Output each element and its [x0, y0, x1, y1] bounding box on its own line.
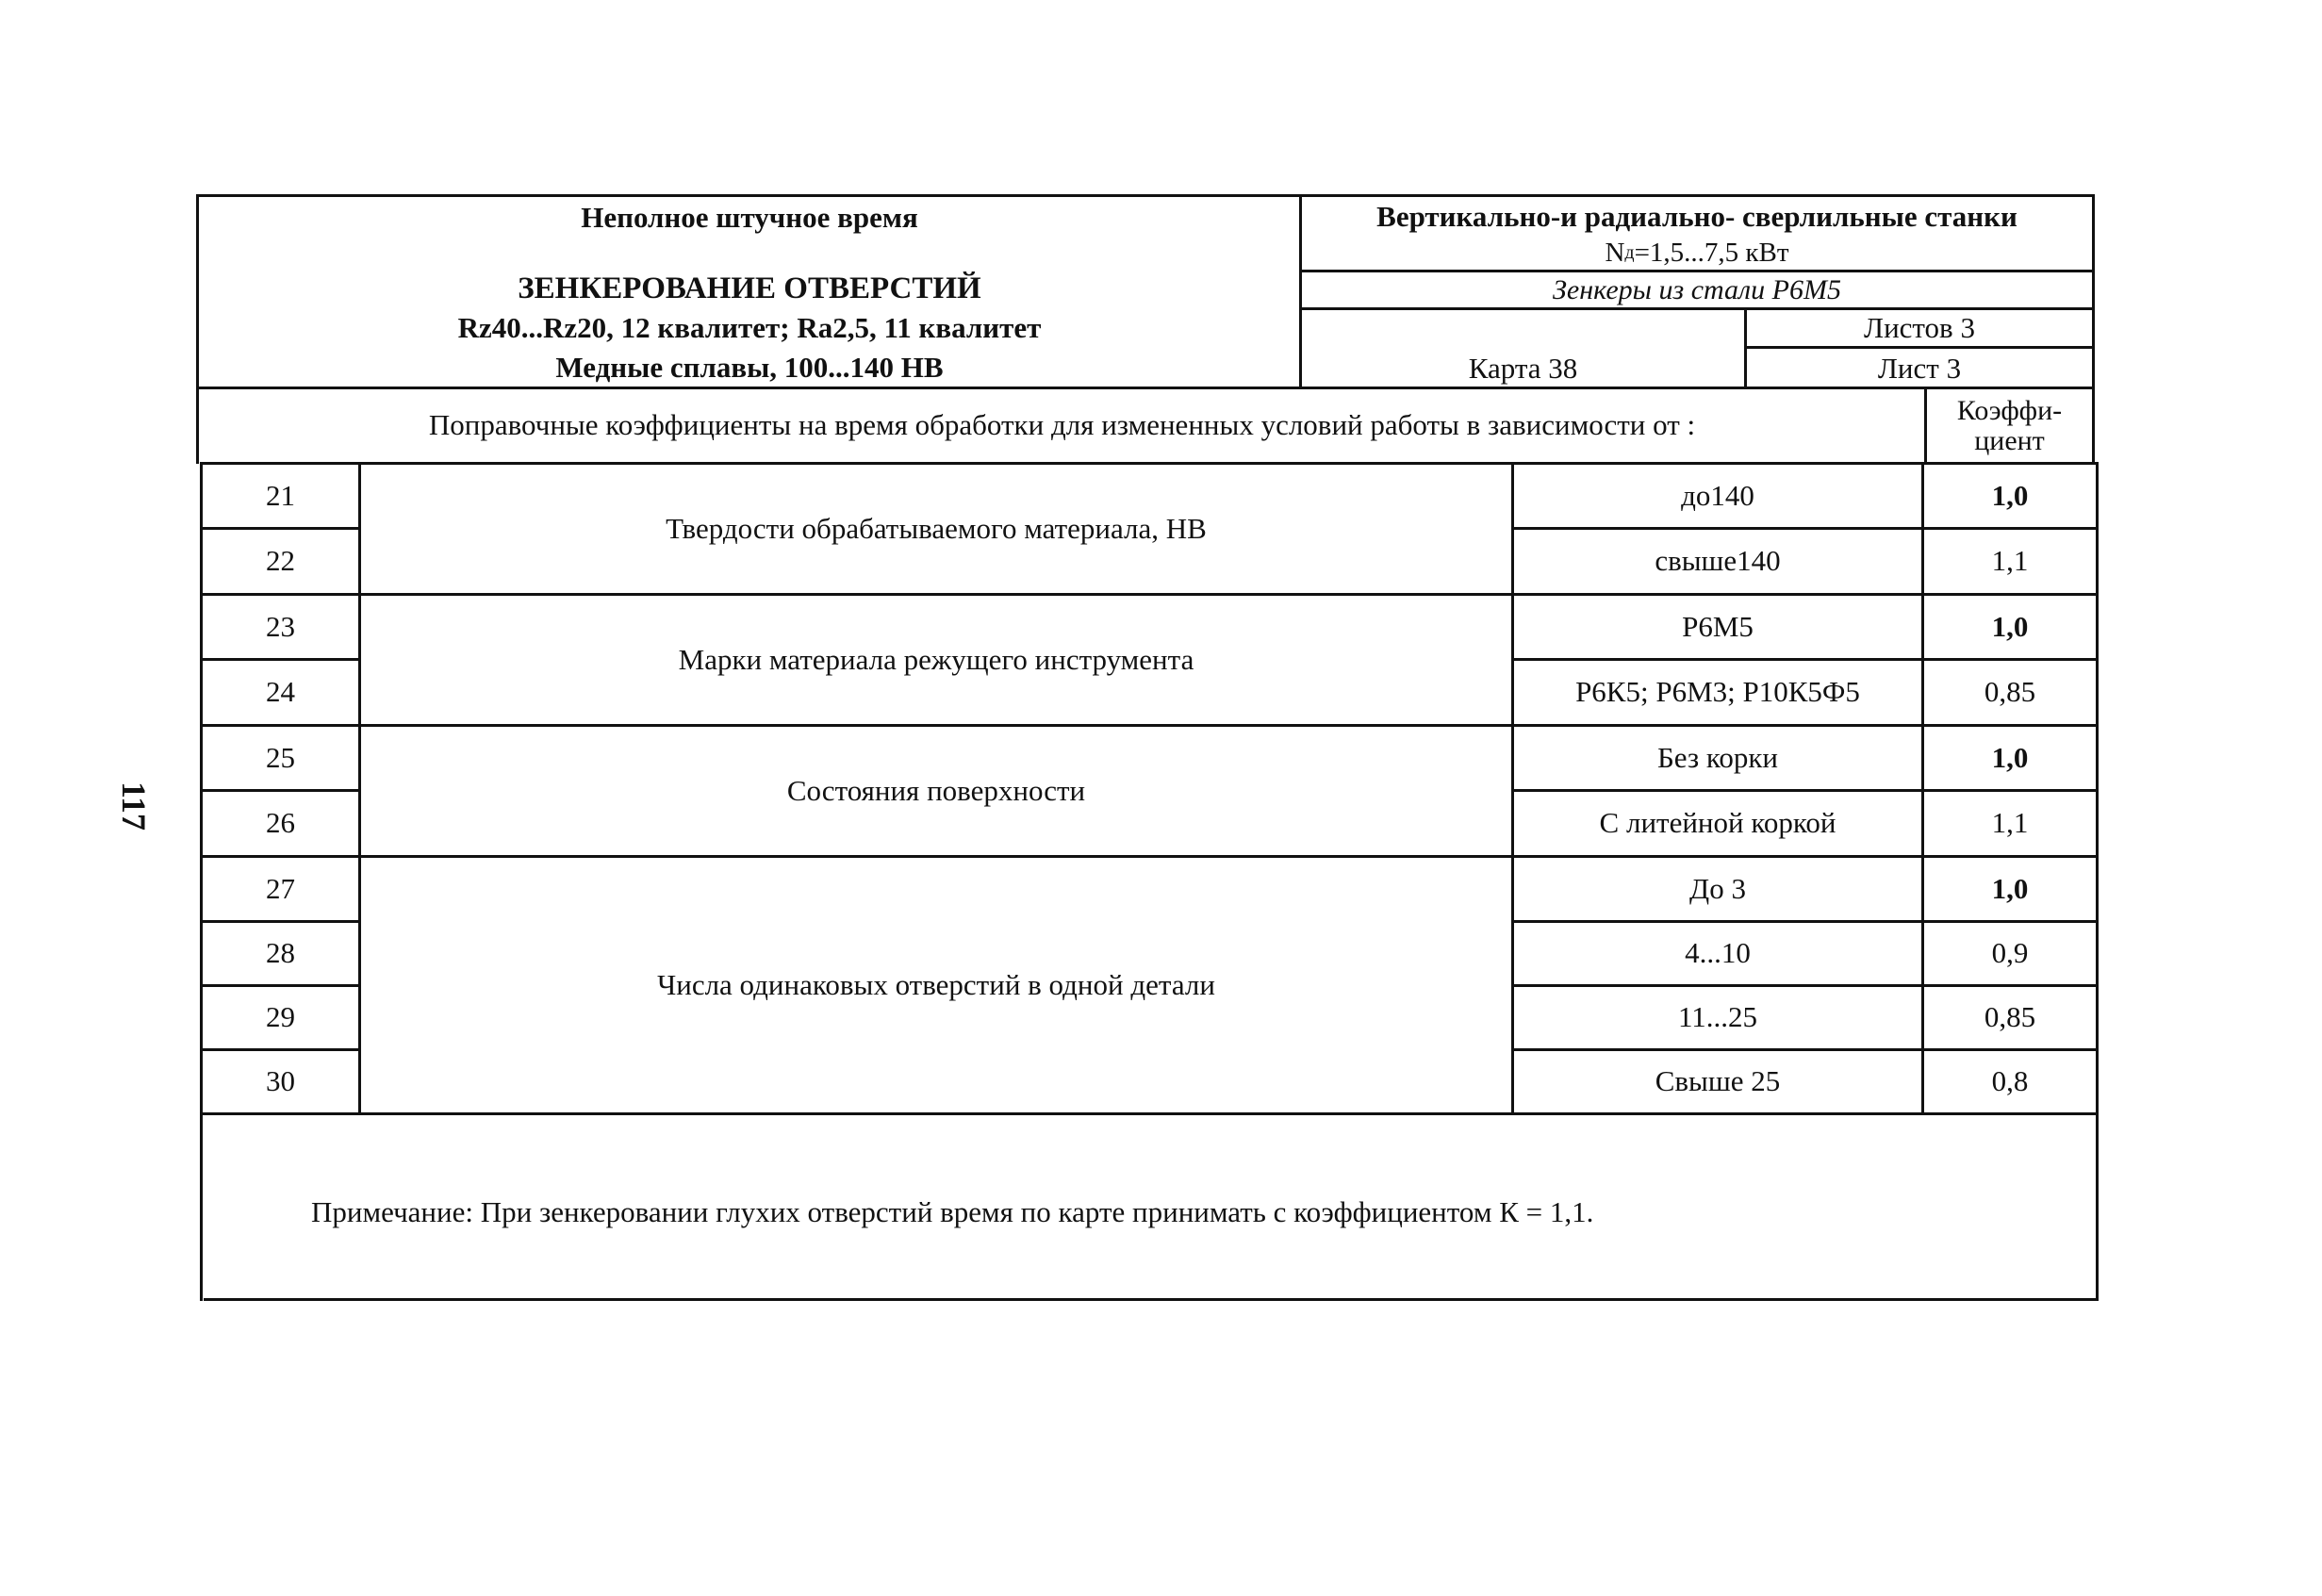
note-text: Примечание: При зенкеровании глухих отверстий время по карте принимать с коэффициентом К = 1,1. — [311, 1194, 1594, 1228]
coef-value: 0,9 — [1991, 936, 2029, 970]
row-number: 23 — [266, 609, 295, 643]
condition-value: свыше140 — [1655, 544, 1781, 578]
row-number: 25 — [266, 740, 295, 774]
factor-label: Состояния поверхности — [786, 773, 1086, 807]
power-prefix: N — [1605, 237, 1625, 268]
row-number: 24 — [266, 675, 295, 709]
sheets-total: Листов 3 — [1864, 310, 1975, 344]
coef-value: 1,0 — [1991, 740, 2029, 774]
page-number: 117 — [115, 782, 153, 831]
row-number: 22 — [266, 544, 295, 578]
condition-value: 11...25 — [1677, 1000, 1758, 1034]
machine-title: Вертикально-и радиально- сверлильные станки — [1376, 199, 2017, 233]
coef-header — [1927, 389, 2092, 462]
coef-header-line2: циент — [1974, 424, 2045, 456]
power-subscript: д — [1624, 241, 1635, 263]
condition-value: Свыше 25 — [1655, 1064, 1781, 1098]
row-number: 26 — [266, 806, 295, 840]
row-number: 27 — [266, 871, 295, 905]
coef-value: 1,0 — [1991, 478, 2029, 512]
row-number: 30 — [266, 1064, 295, 1098]
tool-spec: Зенкеры из стали Р6М5 — [1553, 273, 1841, 305]
sheet-number: Лист 3 — [1877, 351, 1962, 385]
coef-value: 1,0 — [1991, 609, 2029, 643]
coef-header-line1: Коэффи- — [1956, 395, 2063, 426]
factor-label: Твердости обрабатываемого материала, НВ — [666, 511, 1207, 545]
table-caption: Поправочные коэффициенты на время обработки для измененных условий работы в зависимости от : — [428, 408, 1696, 442]
operation-title: ЗЕНКЕРОВАНИЕ ОТВЕРСТИЙ — [518, 271, 981, 305]
operation-params: Rz40...Rz20, 12 квалитет; Ra2,5, 11 квалитет — [457, 310, 1042, 344]
material-spec: Медные сплавы, 100...140 НВ — [555, 350, 944, 384]
coef-value: 0,85 — [1984, 1000, 2036, 1034]
condition-value: 4...10 — [1685, 936, 1751, 970]
condition-value: Р6М5 — [1682, 609, 1754, 643]
card-number: Карта 38 — [1468, 351, 1578, 385]
coef-value: 1,1 — [1991, 544, 2029, 578]
coef-value: 1,1 — [1991, 806, 2029, 840]
coef-value: 0,85 — [1984, 675, 2036, 709]
condition-value: Р6К5; Р6М3; Р10К5Ф5 — [1575, 675, 1860, 709]
row-number: 29 — [266, 1000, 295, 1034]
row-number: 21 — [266, 478, 295, 512]
header-left-title: Неполное штучное время — [581, 200, 918, 234]
condition-value: Без корки — [1656, 740, 1779, 774]
coef-value: 1,0 — [1991, 871, 2029, 905]
condition-value: До 3 — [1689, 871, 1746, 905]
power-range: =1,5...7,5 кВт — [1634, 237, 1789, 268]
factor-label: Марки материала режущего инструмента — [678, 642, 1194, 676]
power-spec — [1302, 236, 2092, 270]
coef-value: 0,8 — [1991, 1064, 2029, 1098]
condition-value: до140 — [1681, 478, 1754, 512]
row-number: 28 — [266, 936, 295, 970]
factor-label: Числа одинаковых отверстий в одной детали — [657, 967, 1215, 1001]
condition-value: С литейной коркой — [1599, 806, 1836, 840]
